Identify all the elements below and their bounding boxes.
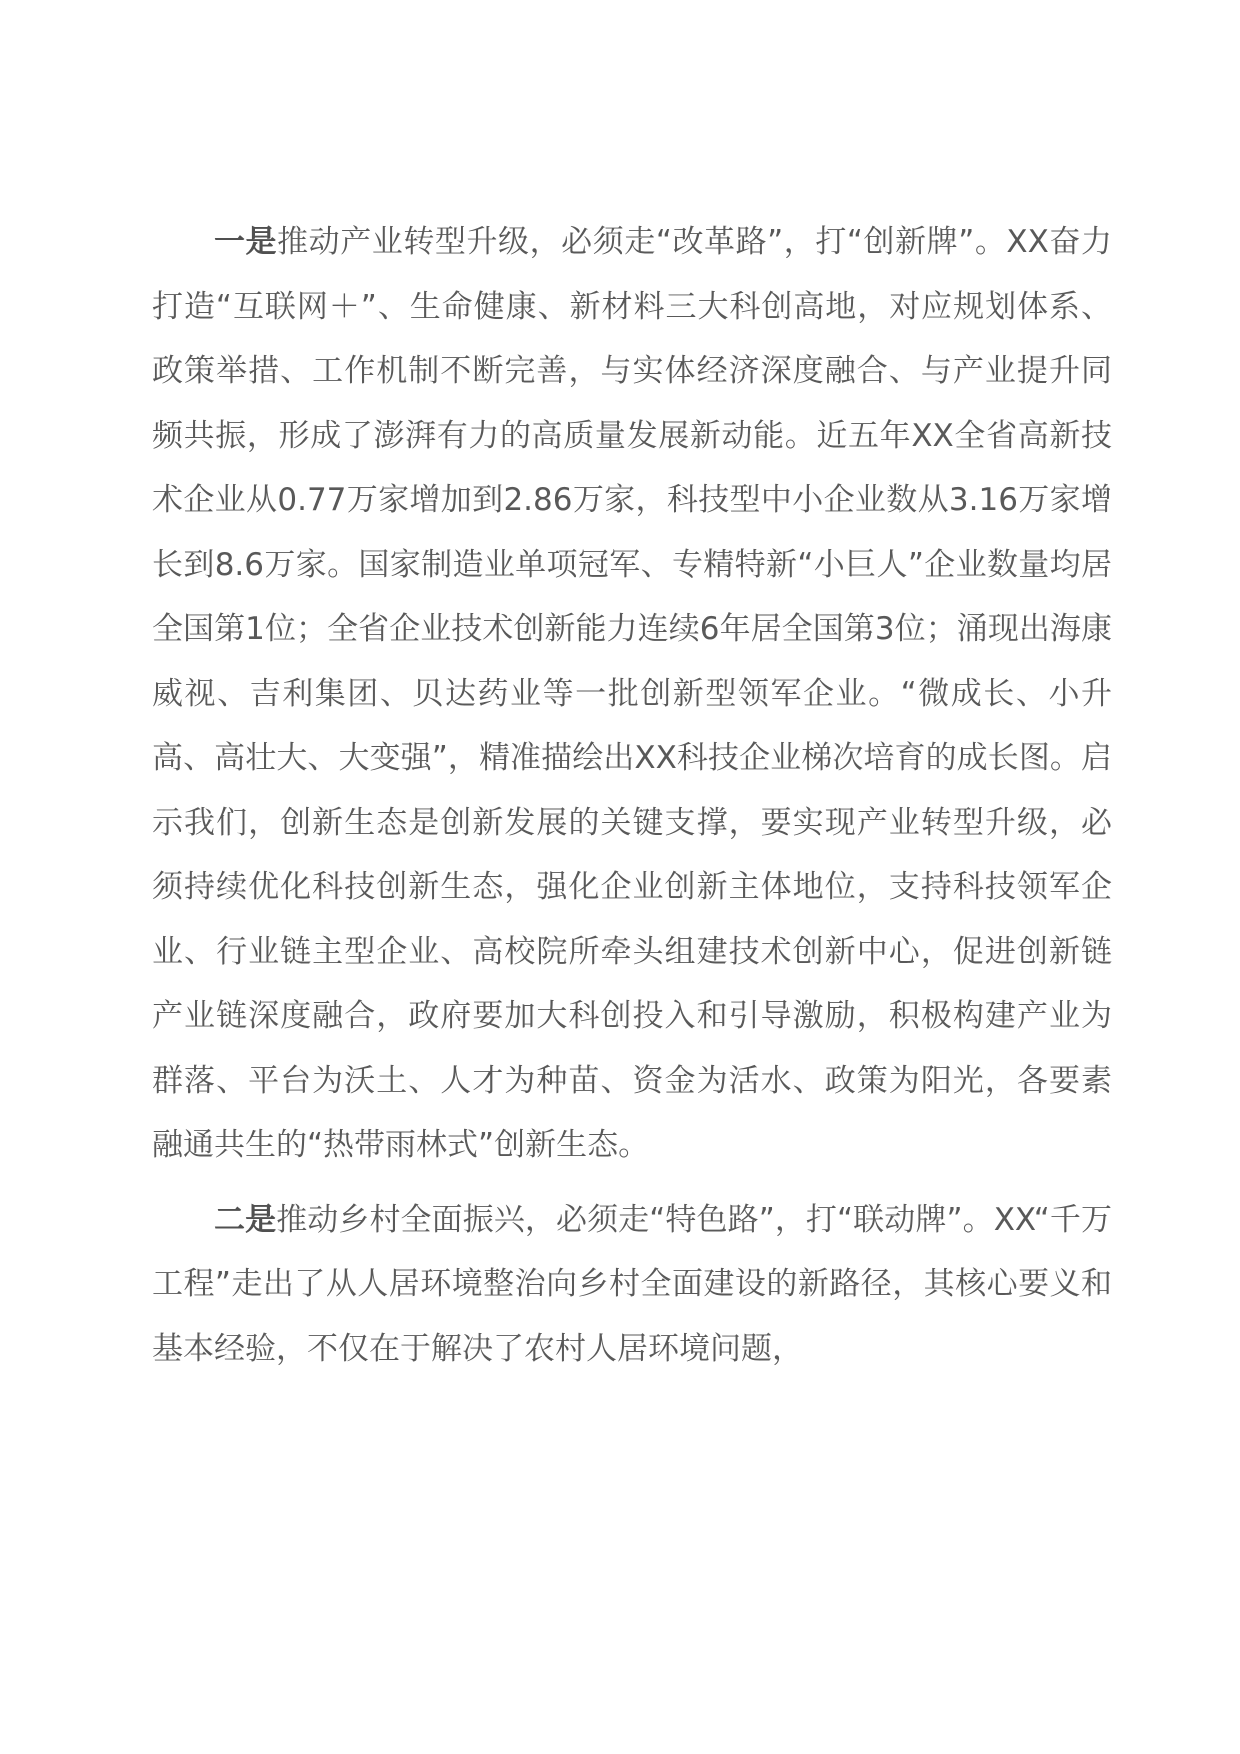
paragraph-1-lead: 一是 (214, 224, 278, 260)
paragraph-1-text: 推动产业转型升级，必须走“改革路”，打“创新牌”。XX奋力打造“互联网＋”、生命健康、新材料三大科创高地，对应规划体系、政策举措、工作机制不断完善，与实体经济深度融合、与产业提升同频共振，形成了澎湃有力的高质量发展新动能。近五年XX全省高新技术企业从0.77万家增加到2.86万家，科技型中小企业数从3.16万家增长到8.6万家。国家制造业单项冠军、专精特新“小巨人”企业数量均居全国第1位；全省企业技术创新能力连续6年居全国第3位；涌现出海康威视、吉利集团、贝达药业等一批创新型领军企业。“微成长、小升高、高壮大、大变强”，精准描绘出XX科技企业梯次培育的成长图。启示我们，创新生态是创新发展的关键支撑，要实现产业转型升级，必须持续优化科技创新生态，强化企业创新主体地位，支持科技领军企业、行业链主型企业、高校院所牵头组建技术创新中心，促进创新链产业链深度融合，政府要加大科创投入和引导激励，积极构建产业为群落、平台为沃土、人才为种苗、资金为活水、政策为阳光，各要素融通共生的“热带雨林式”创新生态。 (152, 224, 1112, 1163)
paragraph-2-lead: 二是 (214, 1201, 277, 1238)
paragraph-2 (152, 1188, 1112, 1382)
document-body (152, 210, 1112, 1381)
paragraph-1 (152, 210, 1112, 1178)
paragraph-2-text: 推动乡村全面振兴，必须走“特色路”，打“联动牌”。XX“千万工程”走出了从人居环境整治向乡村全面建设的新路径，其核心要义和基本经验，不仅在于解决了农村人居环境问题， (152, 1201, 1112, 1367)
